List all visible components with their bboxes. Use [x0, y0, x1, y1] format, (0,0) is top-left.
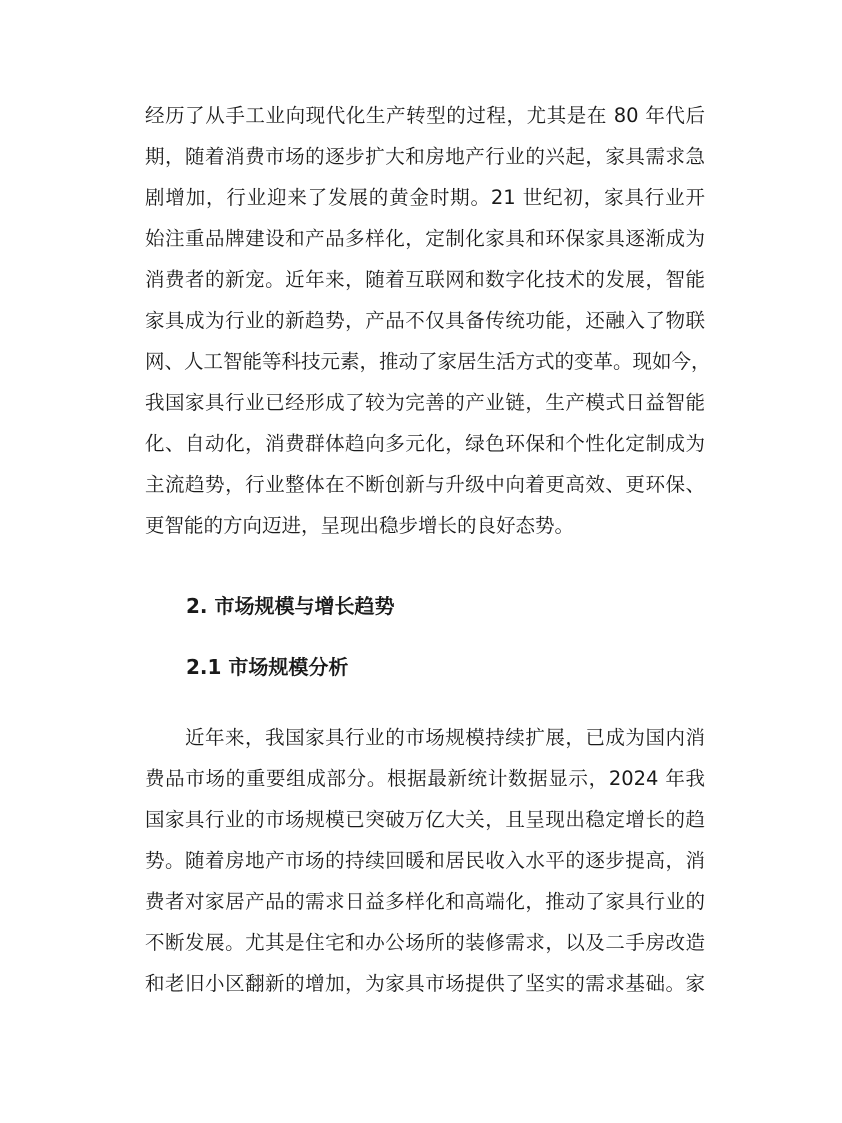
paragraph-line: 费品市场的重要组成部分。根据最新统计数据显示，2024 年我: [145, 767, 705, 790]
paragraph-line: 期，随着消费市场的逐步扩大和房地产行业的兴起，家具需求急: [145, 145, 705, 168]
paragraph-line: 近年来，我国家具行业的市场规模持续扩展，已成为国内消: [185, 726, 705, 749]
paragraph-line: 主流趋势，行业整体在不断创新与升级中向着更高效、更环保、: [145, 473, 705, 496]
section-heading-market-size-growth: 2. 市场规模与增长趋势: [186, 594, 395, 618]
paragraph-line: 化、自动化，消费群体趋向多元化，绿色环保和个性化定制成为: [145, 432, 705, 455]
paragraph-line: 始注重品牌建设和产品多样化，定制化家具和环保家具逐渐成为: [145, 227, 705, 250]
paragraph-line: 家具成为行业的新趋势，产品不仅具备传统功能，还融入了物联: [145, 309, 705, 332]
paragraph-line: 费者对家居产品的需求日益多样化和高端化，推动了家具行业的: [145, 890, 705, 913]
paragraph-line: 和老旧小区翻新的增加，为家具市场提供了坚实的需求基础。家: [145, 972, 705, 995]
paragraph-line: 经历了从手工业向现代化生产转型的过程，尤其是在 80 年代后: [145, 104, 705, 127]
paragraph-line: 消费者的新宠。近年来，随着互联网和数字化技术的发展，智能: [145, 268, 705, 291]
paragraph-line: 网、人工智能等科技元素，推动了家居生活方式的变革。现如今，: [145, 350, 711, 373]
paragraph-line: 不断发展。尤其是住宅和办公场所的装修需求，以及二手房改造: [145, 931, 705, 954]
subsection-heading-market-size-analysis: 2.1 市场规模分析: [186, 655, 349, 679]
paragraph-line: 剧增加，行业迎来了发展的黄金时期。21 世纪初，家具行业开: [145, 186, 705, 209]
paragraph-line: 势。随着房地产市场的持续回暖和居民收入水平的逐步提高，消: [145, 849, 705, 872]
paragraph-line: 我国家具行业已经形成了较为完善的产业链，生产模式日益智能: [145, 391, 705, 414]
paragraph-line: 更智能的方向迈进，呈现出稳步增长的良好态势。: [145, 514, 575, 537]
paragraph-line: 国家具行业的市场规模已突破万亿大关，且呈现出稳定增长的趋: [145, 808, 705, 831]
